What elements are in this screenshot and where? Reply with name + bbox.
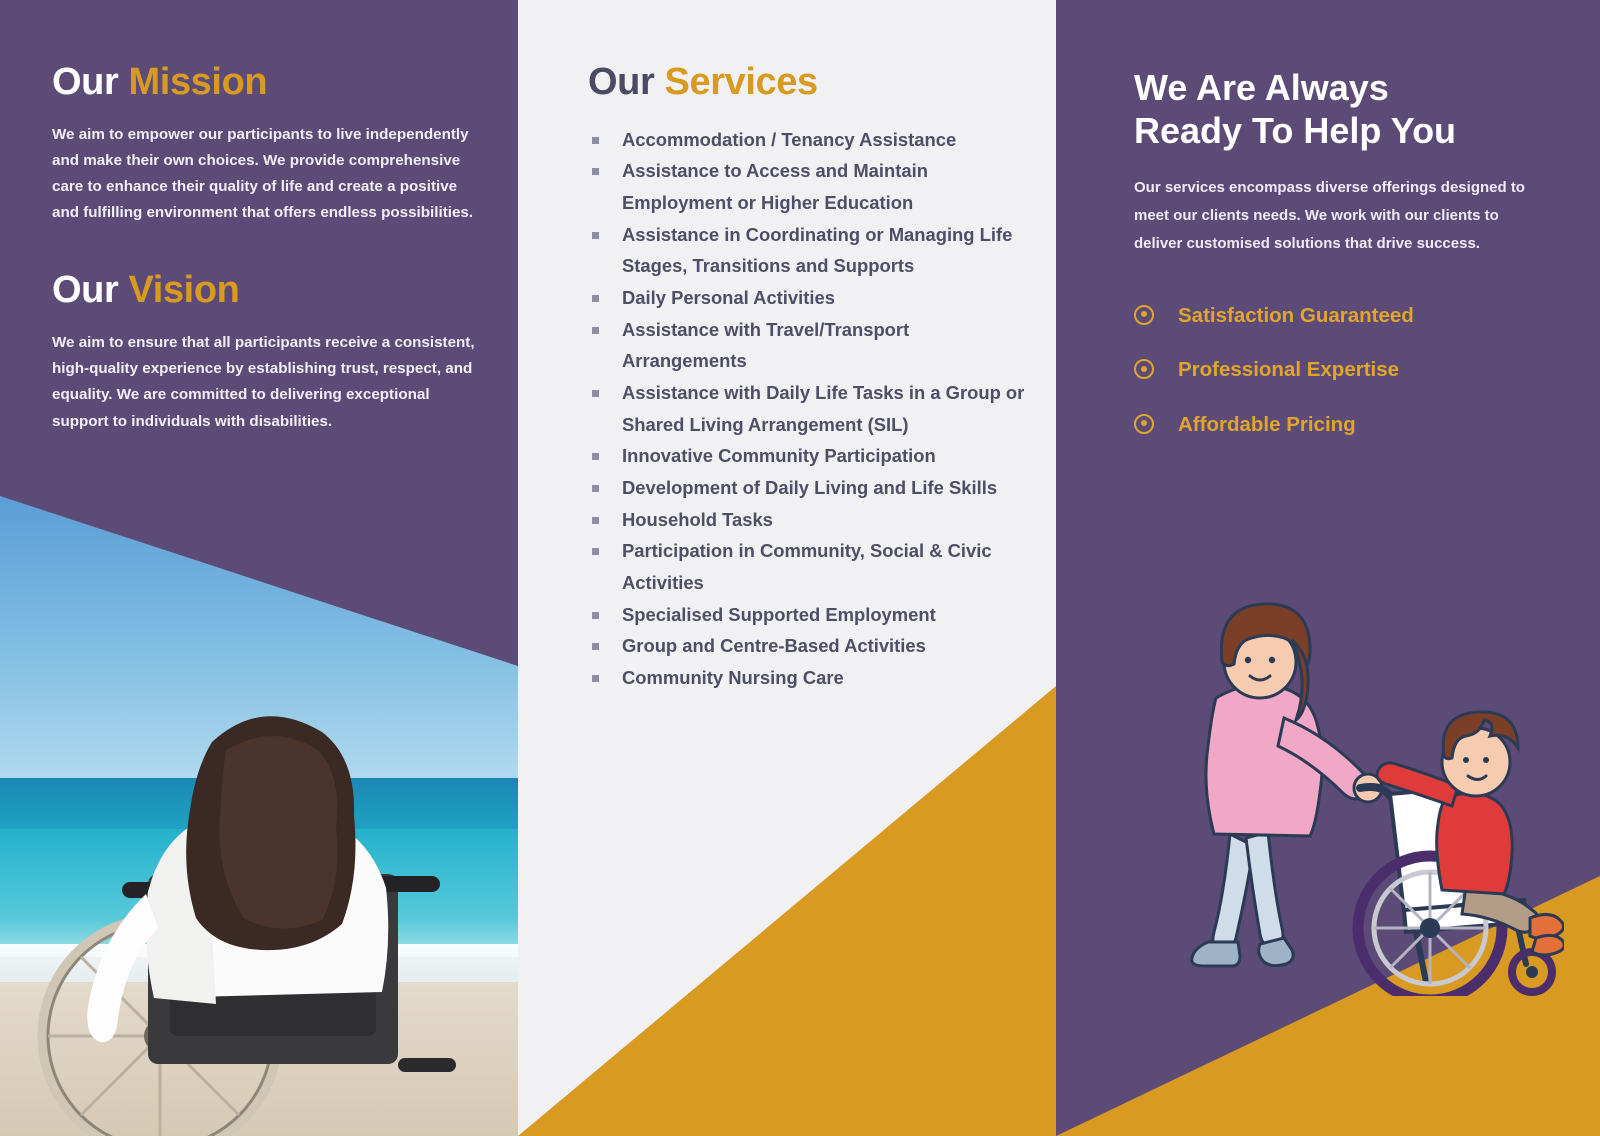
mission-heading-accent: Mission — [128, 61, 268, 103]
mission-heading — [52, 62, 478, 104]
help-content — [1056, 0, 1600, 437]
services-heading-plain: Our — [588, 61, 655, 103]
vision-body: We aim to ensure that all participants receive a consistent, high-quality experience by establishing trust, respect, and equality. We are committed to delivering exceptional support to individuals with disabilities. — [52, 334, 475, 430]
panel-help-you — [1056, 0, 1600, 1136]
help-heading — [1134, 66, 1540, 152]
panel-services — [518, 0, 1056, 1136]
list-item: Assistance in Coordinating or Managing Life Stages, Transitions and Supports — [588, 219, 1030, 282]
list-item: Daily Personal Activities — [588, 282, 1030, 314]
list-item: Group and Centre-Based Activities — [588, 630, 1030, 662]
list-item: Assistance with Daily Life Tasks in a Group or Shared Living Arrangement (SIL) — [588, 377, 1030, 440]
list-item: Development of Daily Living and Life Skills — [588, 472, 1030, 504]
gold-triangle-decoration — [518, 686, 1056, 1136]
perk-label: Professional Expertise — [1178, 358, 1400, 382]
list-item: Accommodation / Tenancy Assistance — [588, 124, 1030, 156]
services-list — [588, 124, 1030, 694]
list-item — [1134, 413, 1540, 438]
services-content — [518, 0, 1056, 694]
list-item: Assistance to Access and Maintain Employment or Higher Education — [588, 155, 1030, 218]
list-item: Innovative Community Participation — [588, 440, 1030, 472]
list-item: Participation in Community, Social & Civic Activities — [588, 535, 1030, 598]
list-item: Household Tasks — [588, 504, 1030, 536]
list-item: Assistance with Travel/Transport Arrangements — [588, 314, 1030, 377]
list-item: Specialised Supported Employment — [588, 599, 1030, 631]
target-icon — [1134, 305, 1154, 325]
vision-heading-accent: Vision — [128, 269, 240, 312]
target-icon — [1134, 359, 1154, 379]
mission-heading-plain: Our — [52, 61, 119, 103]
list-item — [1134, 358, 1540, 383]
mission-body: We aim to empower our participants to live independently and make their own choices. We provide comprehensive care to enhance their quality of life and create a positive and fulfilling environment that offers endless possibilities. — [52, 125, 474, 222]
mission-vision-content — [0, 0, 518, 435]
target-icon — [1134, 414, 1154, 434]
help-heading-line1: We Are Always — [1134, 67, 1389, 108]
panel-mission-vision — [0, 0, 518, 1136]
perk-label: Satisfaction Guaranteed — [1178, 303, 1414, 327]
services-heading — [588, 62, 1030, 104]
perk-label: Affordable Pricing — [1178, 412, 1356, 436]
beach-photo-layers — [0, 496, 518, 1136]
beach-photo — [0, 496, 518, 1136]
services-heading-accent: Services — [664, 61, 818, 103]
list-item — [1134, 304, 1540, 329]
perks-list — [1134, 304, 1540, 438]
help-heading-line2: Ready To Help You — [1134, 110, 1457, 152]
wheelchair-person-figure — [30, 706, 500, 1136]
vision-heading — [52, 270, 478, 312]
spacer — [52, 226, 478, 270]
carer-wheelchair-illustration — [1164, 566, 1564, 996]
vision-heading-plain: Our — [52, 269, 119, 312]
help-body: Our services encompass diverse offerings designed to meet our clients needs. We work with our clients to deliver customised solutions that drive success. — [1134, 179, 1525, 252]
list-item: Community Nursing Care — [588, 662, 1030, 694]
